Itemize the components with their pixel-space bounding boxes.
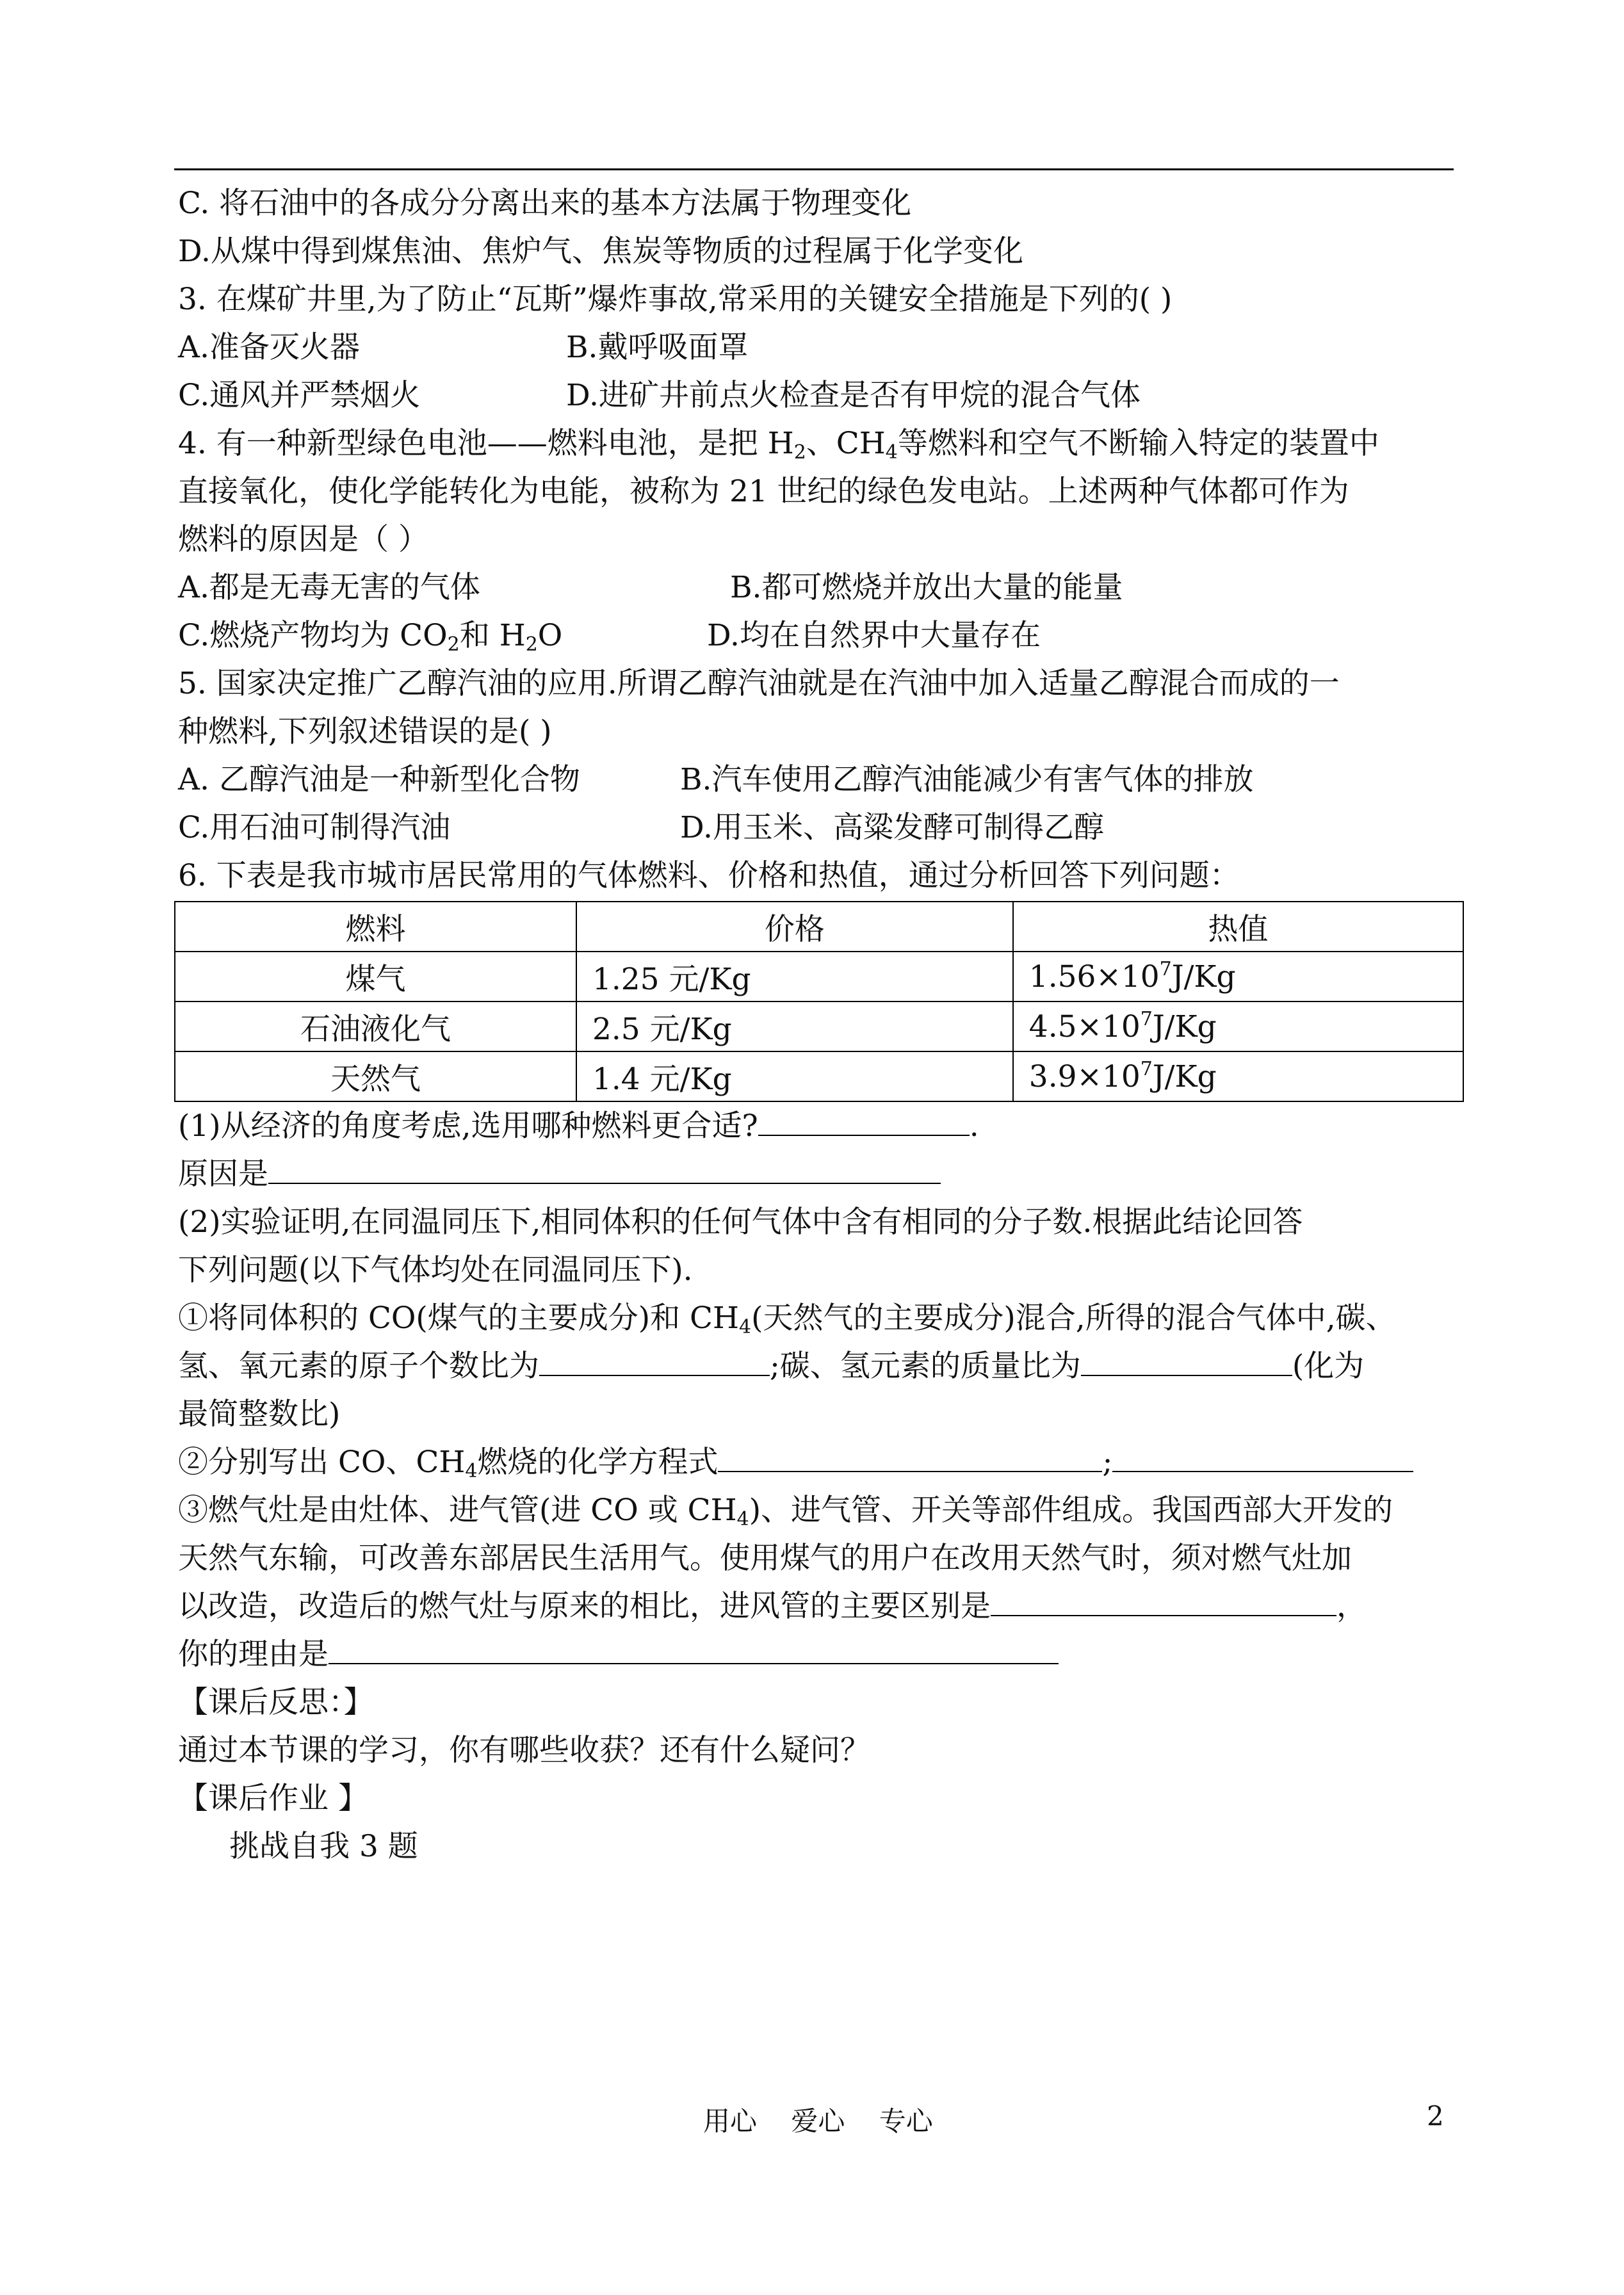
fuel-cell: 石油液化气 xyxy=(175,1002,576,1051)
fuel-table xyxy=(174,901,1464,1102)
table-header-cell: 热值 xyxy=(1013,902,1463,952)
price-cell: 1.25 元/Kg xyxy=(576,952,1013,1002)
fuel-cell: 天然气 xyxy=(175,1051,576,1101)
text-run: ①将同体积的 CO(煤气的主要成分)和 CH xyxy=(178,1301,739,1336)
page-number: 2 xyxy=(1427,2100,1444,2132)
text-run: ; xyxy=(1102,1445,1113,1480)
sub-1-line-1 xyxy=(178,1294,1459,1342)
header-rule xyxy=(174,168,1454,170)
answer-blank[interactable] xyxy=(758,1104,970,1136)
q3-option-d: D.进矿井前点火检查是否有甲烷的混合气体 xyxy=(566,378,1141,413)
question-4-line-2: 直接氧化，使化学能转化为电能，被称为 21 世纪的绿色发电站。上述两种气体都可作为 xyxy=(178,474,1349,509)
text-run: ②分别写出 CO、CH xyxy=(178,1445,466,1480)
text-run: 3.9×10 xyxy=(1028,1058,1141,1094)
q3-option-c: C.通风并严禁烟火 xyxy=(178,378,421,413)
q4-option-d: D.均在自然界中大量存在 xyxy=(707,618,1041,653)
text-run: J/Kg xyxy=(1152,1058,1217,1094)
option-c-line: C. 将石油中的各成分分离出来的基本方法属于物理变化 xyxy=(178,186,912,221)
question-4-line-1 xyxy=(178,419,1459,467)
sub-3-line-4 xyxy=(178,1630,1459,1678)
superscript: 7 xyxy=(1159,957,1172,980)
text-run: (化为 xyxy=(1292,1349,1365,1384)
question-4-options-ab xyxy=(178,564,1459,612)
text-run: 燃烧的化学方程式 xyxy=(477,1445,719,1480)
answer-blank[interactable] xyxy=(539,1344,770,1376)
answer-blank[interactable] xyxy=(268,1152,941,1184)
price-cell: 2.5 元/Kg xyxy=(576,1002,1013,1051)
text-run: (天然气的主要成分)混合,所得的混合气体中,碳、 xyxy=(751,1301,1396,1336)
text-run: C.燃烧产物均为 CO xyxy=(178,618,448,653)
q5-option-a: A. 乙醇汽油是一种新型化合物 xyxy=(178,762,580,797)
table-row xyxy=(175,952,1463,1002)
sub-3-line-2: 天然气东输，可改善东部居民生活用气。使用煤气的用户在改用天然气时，须对燃气灶加 xyxy=(178,1541,1352,1576)
text-run: 4.5×10 xyxy=(1028,1009,1141,1044)
text-run: ， xyxy=(1336,1589,1367,1624)
price-cell: 1.4 元/Kg xyxy=(576,1051,1013,1101)
question-5-options-ab xyxy=(178,756,1459,804)
text-run: )、进气管、开关等部件组成。我国西部大开发的 xyxy=(749,1493,1393,1528)
answer-blank[interactable] xyxy=(329,1632,1059,1664)
part-1-question xyxy=(178,1102,1459,1150)
page-content xyxy=(178,179,1459,1870)
text-run: J/Kg xyxy=(1152,1009,1217,1044)
text-run: 你的理由是 xyxy=(178,1637,329,1672)
q5-option-b: B.汽车使用乙醇汽油能减少有害气体的排放 xyxy=(680,762,1254,797)
subscript: 2 xyxy=(793,441,806,464)
answer-blank[interactable] xyxy=(1112,1440,1413,1472)
text-run: (1)从经济的角度考虑,选用哪种燃料更合适? xyxy=(178,1108,758,1144)
q5-option-d: D.用玉米、高粱发酵可制得乙醇 xyxy=(680,810,1104,845)
subscript: 2 xyxy=(447,633,460,656)
question-5-options-cd xyxy=(178,804,1459,852)
q5-option-c: C.用石油可制得汽油 xyxy=(178,810,451,845)
text-run: 以改造，改造后的燃气灶与原来的相比，进风管的主要区别是 xyxy=(178,1589,991,1624)
sub-3-line-1 xyxy=(178,1486,1459,1534)
sub-1-line-3: 最简整数比) xyxy=(178,1397,341,1432)
text-run: ③燃气灶是由灶体、进气管(进 CO 或 CH xyxy=(178,1493,737,1528)
text-run: 、CH xyxy=(806,426,886,461)
question-3-options-cd xyxy=(178,371,1459,419)
text-run: ;碳、氢元素的质量比为 xyxy=(770,1349,1081,1384)
answer-blank[interactable] xyxy=(718,1440,1102,1472)
reflection-title: 【课后反思：】 xyxy=(178,1685,374,1720)
superscript: 7 xyxy=(1140,1057,1153,1080)
q4-option-b: B.都可燃烧并放出大量的能量 xyxy=(730,570,1123,605)
part-2-line-1: (2)实验证明,在同温同压下,相同体积的任何气体中含有相同的分子数.根据此结论回答 xyxy=(178,1204,1303,1240)
subscript: 4 xyxy=(465,1460,478,1482)
heat-cell xyxy=(1013,952,1463,1002)
text-run: 原因是 xyxy=(178,1156,268,1192)
text-run: 4. 有一种新型绿色电池——燃料电池，是把 H xyxy=(178,426,794,461)
text-run: O xyxy=(537,618,563,653)
heat-cell xyxy=(1013,1002,1463,1051)
part-1-reason xyxy=(178,1150,1459,1198)
question-5-line-1: 5. 国家决定推广乙醇汽油的应用.所谓乙醇汽油就是在汽油中加入适量乙醇混合而成的一 xyxy=(178,666,1340,701)
homework-text: 挑战自我 3 题 xyxy=(229,1829,418,1864)
fuel-cell: 煤气 xyxy=(175,952,576,1002)
question-4-line-3: 燃料的原因是（ ） xyxy=(178,522,428,557)
q4-option-a: A.都是无毒无害的气体 xyxy=(178,570,480,605)
text-run: 等燃料和空气不断输入特定的装置中 xyxy=(897,426,1379,461)
answer-blank[interactable] xyxy=(1081,1344,1292,1376)
sub-2-line xyxy=(178,1438,1459,1486)
sub-3-line-3 xyxy=(178,1582,1459,1630)
question-5-line-2: 种燃料,下列叙述错误的是( ) xyxy=(178,714,552,749)
table-header-row xyxy=(175,902,1463,952)
text-run: 1.56×10 xyxy=(1028,959,1160,994)
text-run: J/Kg xyxy=(1171,959,1236,994)
q4-option-c xyxy=(178,618,563,656)
subscript: 4 xyxy=(736,1508,749,1530)
homework-title: 【课后作业 】 xyxy=(178,1781,368,1816)
superscript: 7 xyxy=(1140,1007,1153,1030)
table-row xyxy=(175,1002,1463,1051)
answer-blank[interactable] xyxy=(991,1584,1336,1616)
text-run: 和 H xyxy=(459,618,526,653)
footer-motto: 用心 爱心 专心 xyxy=(703,2105,933,2137)
question-3-options-ab xyxy=(178,323,1459,371)
subscript: 2 xyxy=(525,633,538,656)
question-3: 3. 在煤矿井里,为了防止“瓦斯”爆炸事故,常采用的关键安全措施是下列的( ) xyxy=(178,282,1173,317)
q3-option-a: A.准备灭火器 xyxy=(178,330,360,365)
part-2-line-2: 下列问题(以下气体均处在同温同压下). xyxy=(178,1253,693,1288)
question-4-options-cd xyxy=(178,612,1459,660)
reflection-text: 通过本节课的学习，你有哪些收获？还有什么疑问？ xyxy=(178,1733,870,1768)
text-run: . xyxy=(969,1108,979,1144)
text-run: 氢、氧元素的原子个数比为 xyxy=(178,1349,539,1384)
heat-cell xyxy=(1013,1051,1463,1101)
table-header-cell: 价格 xyxy=(576,902,1013,952)
question-6: 6. 下表是我市城市居民常用的气体燃料、价格和热值，通过分析回答下列问题： xyxy=(178,858,1240,893)
option-d-line: D.从煤中得到煤焦油、焦炉气、焦炭等物质的过程属于化学变化 xyxy=(178,234,1023,269)
q3-option-b: B.戴呼吸面罩 xyxy=(566,330,749,365)
subscript: 4 xyxy=(739,1316,752,1338)
table-header-cell: 燃料 xyxy=(175,902,576,952)
subscript: 4 xyxy=(885,441,898,464)
sub-1-line-2 xyxy=(178,1342,1459,1390)
table-row xyxy=(175,1051,1463,1101)
